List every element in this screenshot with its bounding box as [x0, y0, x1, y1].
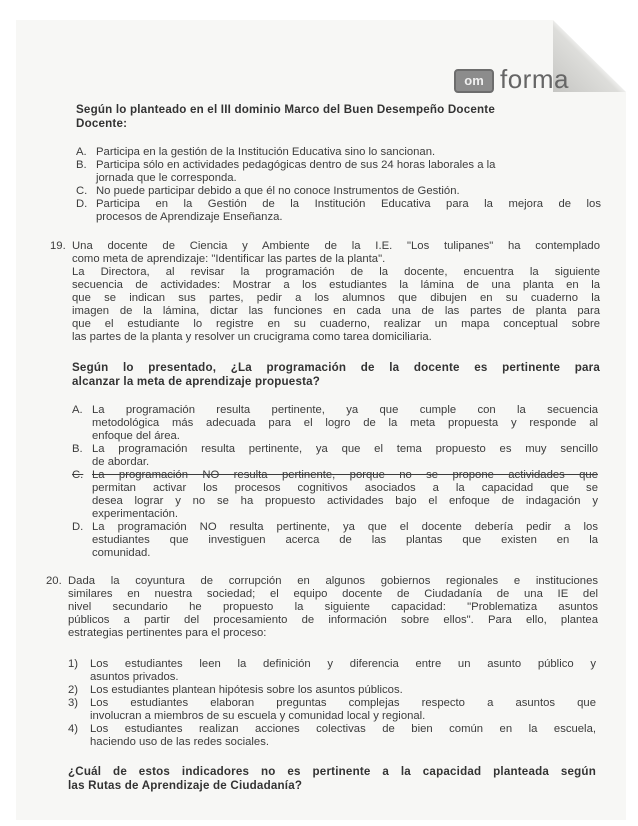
q19-body-line-8: las partes de la planta y resolver un crucigrama como tarea domiciliaria. [72, 331, 432, 343]
q20-item-3-text-1: Los estudiantes elaboran preguntas complejas respecto a asuntos que [90, 697, 596, 709]
q18-option-c-text: No puede participar debido a que él no conoce Instrumentos de Gestión. [96, 185, 460, 197]
q19-option-c-text-3: desea lograr y no se ha propuesto actividades bajo el enfoque de indagación y [92, 495, 598, 507]
q20-body-line-1: Dada la coyuntura de corrupción en algunos gobiernos regionales e instituciones [68, 575, 598, 587]
q20-item-2-number: 2) [68, 684, 79, 696]
q19-option-c-text-2: permitan activar los procesos cognitivos asociados a la capacidad que se [92, 482, 598, 494]
q19-body-line-3: La Directora, al revisar la programación de la docente, encuentra la siguiente [72, 266, 600, 278]
q19-option-d-text-2: estudiantes que investiguen acerca de las plantas que existen en la [92, 534, 598, 546]
q18-prompt-line-2: Docente: [76, 117, 128, 130]
q19-body-line-7: que el estudiante lo registre en su cuaderno, realizar un mapa conceptual sobre [72, 318, 600, 330]
q19-option-d-letter: D. [72, 521, 84, 533]
q19-option-a-text-1: La programación resulta pertinente, ya que cumple con la secuencia [92, 404, 598, 416]
q20-body-line-5: estrategias pertinentes para el proceso: [68, 627, 267, 639]
q19-option-c-letter: C. [72, 469, 84, 481]
q20-item-3-number: 3) [68, 697, 79, 709]
logo-icon: om [454, 69, 494, 93]
q19-option-c-text-1: La programación NO resulta pertinente, porque no se propone actividades que [92, 469, 598, 481]
q20-item-1-text-2: asuntos privados. [90, 671, 179, 683]
q18-option-d-letter: D. [76, 198, 88, 210]
q19-option-d-text-3: comunidad. [92, 547, 151, 559]
q19-body-line-1: Una docente de Ciencia y Ambiente de la I.E. "Los tulipanes" ha contemplado [72, 240, 600, 252]
q18-option-b-letter: B. [76, 159, 87, 171]
q20-item-4-text-2: haciendo uso de las redes sociales. [90, 736, 269, 748]
q18-option-a-letter: A. [76, 146, 87, 158]
q20-item-4-number: 4) [68, 723, 79, 735]
q20-item-3-text-2: involucran a miembros de su escuela y comunidad local y regional. [90, 710, 426, 722]
q19-question-line-1: Según lo presentado, ¿La programación de la docente es pertinente para [72, 361, 600, 374]
logo-text: forma [500, 64, 569, 94]
q18-option-b-text-2: jornada que le corresponda. [96, 172, 237, 184]
q19-body-line-6: imagen de la lámina, dictar las funciones en cada una de las partes de planta para [72, 305, 600, 317]
q18-option-d-text-1: Participa en la Gestión de la Institución Educativa para la mejora de los [96, 198, 601, 210]
q20-number: 20. [46, 575, 62, 587]
q18-option-a-text: Participa en la gestión de la Institución Educativa sino lo sancionan. [96, 146, 436, 158]
q19-question-line-2: alcanzar la meta de aprendizaje propuesta? [72, 375, 321, 388]
q20-item-2-text: Los estudiantes plantean hipótesis sobre los asuntos públicos. [90, 684, 403, 696]
q18-option-b-text-1: Participa sólo en actividades pedagógicas dentro de sus 24 horas laborales a la [96, 159, 496, 171]
q18-option-c-letter: C. [76, 185, 88, 197]
q20-item-1-number: 1) [68, 658, 79, 670]
q18-prompt-line-1: Según lo planteado en el III dominio Marco del Buen Desempeño Docente [76, 103, 495, 116]
q19-body-line-2: como meta de aprendizaje: "Identificar las partes de la planta". [72, 253, 386, 265]
q18-option-d-text-2: procesos de Aprendizaje Enseñanza. [96, 211, 283, 223]
q19-option-b-letter: B. [72, 443, 83, 455]
q19-option-b-text-1: La programación resulta pertinente, ya que el tema propuesto es muy sencillo [92, 443, 598, 455]
q19-option-c-text-4: experimentación. [92, 508, 179, 520]
q19-option-a-text-2: metodológica más adecuada para el logro de la meta propuesta y responde al [92, 417, 598, 429]
q19-option-b-text-2: de abordar. [92, 456, 150, 468]
q20-question-line-1: ¿Cuál de estos indicadores no es pertinente a la capacidad planteada según [68, 765, 596, 778]
q19-number: 19. [50, 240, 66, 252]
q20-item-1-text-1: Los estudiantes leen la definición y diferencia entre un asunto público y [90, 658, 596, 670]
q19-option-a-text-3: enfoque del área. [92, 430, 180, 442]
q20-body-line-3: nivel secundario he propuesto la siguiente capacidad: "Problematiza asuntos [68, 601, 598, 613]
q20-body-line-2: similares en nuestra sociedad; el equipo docente de Ciudadanía de una IE del [68, 588, 598, 600]
q20-question-line-2: las Rutas de Aprendizaje de Ciudadanía? [68, 779, 303, 792]
q20-body-line-4: públicos a partir del procesamiento de información sobre ellos". Para ello, plantea [68, 614, 598, 626]
q19-option-d-text-1: La programación NO resulta pertinente, ya que el docente debería pedir a los [92, 521, 598, 533]
q19-body-line-4: secuencia de actividades: Mostrar a los estudiantes la lámina de una planta en la [72, 279, 600, 291]
q19-option-a-letter: A. [72, 404, 83, 416]
q20-item-4-text-1: Los estudiantes realizan acciones colectivas de bien común en la escuela, [90, 723, 596, 735]
q19-body-line-5: que se indican sus partes, pedir a los alumnos que dibujen en su cuaderno la [72, 292, 600, 304]
